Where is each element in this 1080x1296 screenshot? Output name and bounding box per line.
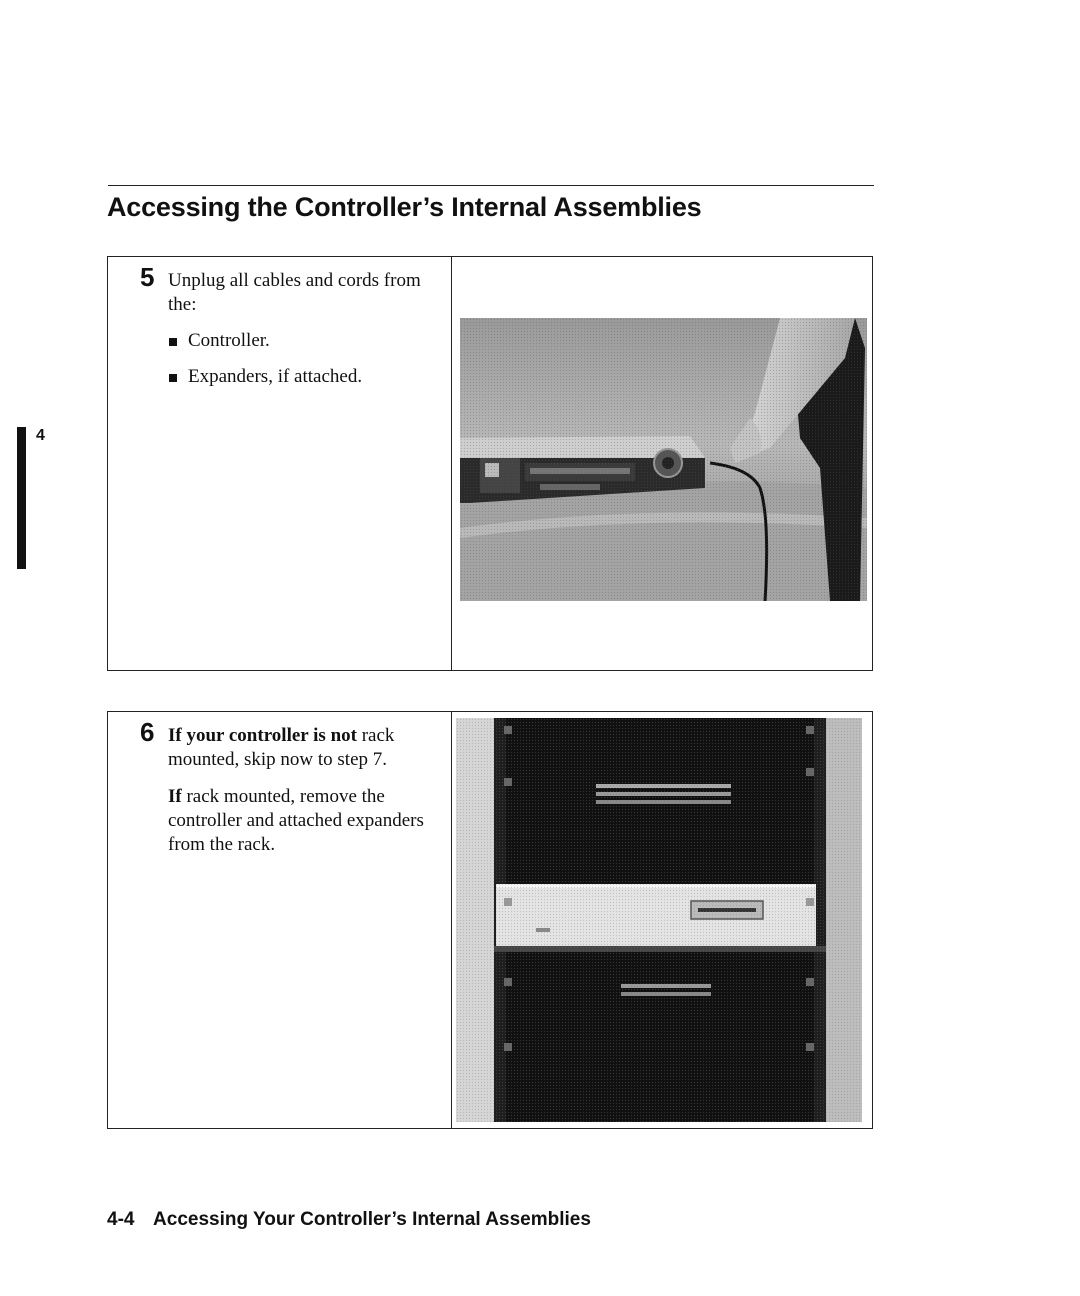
- step-5-box: [107, 256, 873, 671]
- step-5-bullet-list: [168, 329, 443, 389]
- bold-lead: If: [168, 786, 182, 807]
- footer-section-title: Accessing Your Controller’s Internal Assemblies: [153, 1209, 591, 1230]
- bullet-text: Expanders, if attached.: [188, 366, 363, 387]
- step-5-text-block: [168, 269, 443, 389]
- step-5-divider: [451, 257, 452, 670]
- step-5-photo: [460, 318, 867, 601]
- bullet-square-icon: [169, 338, 177, 346]
- step-6-box: [107, 711, 873, 1129]
- footer-page-number: 4-4: [107, 1209, 135, 1230]
- step-6-photo: [456, 718, 862, 1122]
- step-5-number: 5: [140, 262, 155, 292]
- step-6-divider: [451, 712, 452, 1128]
- bold-lead: If your controller is: [168, 725, 326, 746]
- paragraph-rest: rack mounted, remove the controller and attached expanders from the rack.: [168, 786, 424, 855]
- bold-not: not: [330, 725, 357, 746]
- step-6-paragraph-2: [168, 785, 443, 857]
- chapter-tab-bar: [17, 427, 26, 569]
- step-6-paragraph-1: [168, 724, 443, 772]
- list-item: [168, 365, 443, 389]
- page-footer: [107, 1209, 591, 1231]
- step-6-number: 6: [140, 717, 155, 747]
- bullet-square-icon: [169, 374, 177, 382]
- paragraph-rest: rack mounted, skip now to step 7.: [168, 725, 395, 770]
- step-6-text-block: [168, 724, 443, 857]
- list-item: [168, 329, 443, 353]
- step-5-instruction: Unplug all cables and cords from the:: [168, 270, 421, 315]
- page-title: Accessing the Controller’s Internal Assemblies: [107, 192, 702, 222]
- chapter-tab-number: 4: [36, 427, 45, 444]
- bullet-text: Controller.: [188, 330, 270, 351]
- top-rule: [108, 185, 874, 186]
